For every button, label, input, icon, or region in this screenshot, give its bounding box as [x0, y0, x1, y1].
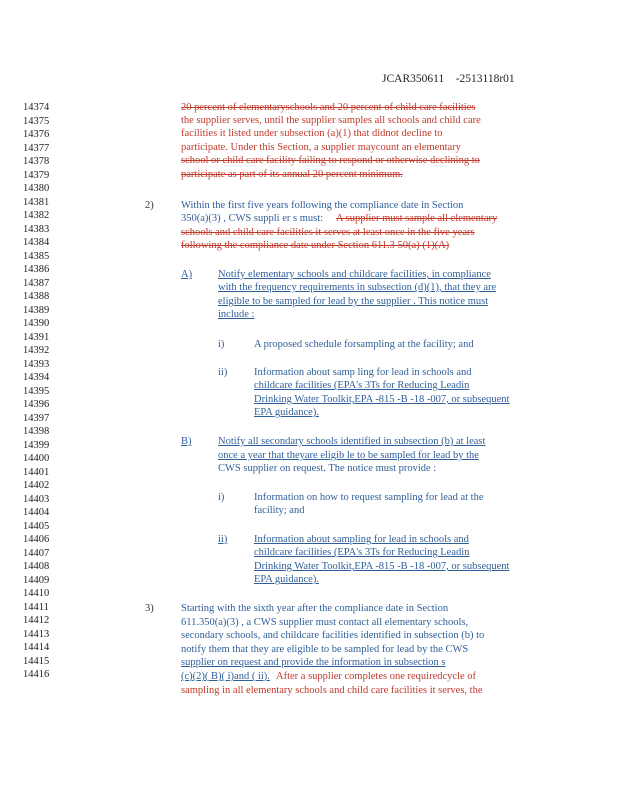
inserted-text-line: facility; and [254, 505, 305, 516]
line-number: 14407 [23, 547, 50, 559]
line-number: 14380 [23, 183, 50, 194]
inserted-text-line: CWS supplier on request. The notice must provide : [218, 463, 437, 474]
deleted-text-line: 20 percent of elementaryschools and 20 percent of child care facilities [181, 102, 476, 113]
line-number: 14403 [23, 493, 50, 505]
item-label: i) [218, 339, 225, 350]
line-number: 14399 [23, 439, 50, 451]
inserted-text-line: Drinking Water Toolkit,EPA -815 -B -18 -007, or subsequent [254, 561, 510, 572]
item-label: ii) [218, 534, 228, 545]
line-number: 14409 [23, 574, 50, 586]
deleted-text-line: following the compliance date under Section 611.3 50(a) (1)(A) [181, 240, 450, 251]
deleted-text-line: A supplier must sample all elementary [336, 213, 498, 224]
inserted-text-line: (c)(2)( B)( i)and ( ii). [181, 671, 270, 682]
line-number: 14402 [23, 480, 50, 491]
inserted-text-line: Starting with the sixth year after the compliance date in Section [181, 603, 449, 614]
item-label: A) [181, 269, 193, 280]
line-number: 14410 [23, 588, 50, 599]
line-number: 14396 [23, 399, 50, 410]
line-number: 14381 [23, 196, 50, 208]
item-number: 3) [145, 603, 154, 614]
line-number: 14374 [23, 102, 50, 113]
inserted-text-line: Notify all secondary schools identified in subsection (b) at least [218, 436, 486, 447]
inserted-text-line: childcare facilities (EPA's 3Ts for Reducing Leadin [254, 547, 470, 558]
inserted-text-line: secondary schools, and childcare facilities identified in subsection (b) to [181, 630, 485, 641]
inserted-text-line: 611.350(a)(3) , a CWS supplier must contact all elementary schools, [181, 617, 469, 628]
inserted-text-line: 350(a)(3) , CWS suppli er s must: [181, 213, 324, 224]
line-number: 14404 [23, 507, 50, 518]
line-number: 14389 [23, 304, 50, 316]
line-number: 14408 [23, 561, 50, 572]
line-number: 14378 [23, 156, 50, 167]
line-number: 14415 [23, 655, 50, 667]
line-number: 14414 [23, 642, 50, 653]
line-number: 14406 [23, 534, 50, 545]
inserted-text-line: EPA guidance). [254, 574, 319, 585]
line-number: 14376 [23, 129, 50, 140]
text-line: sampling in all elementary schools and child care facilities it serves, the [181, 685, 483, 696]
inserted-text-line: Drinking Water Toolkit,EPA -815 -B -18 -007, or subsequent [254, 394, 510, 405]
line-number: 14386 [23, 264, 50, 275]
inserted-text-line: Information about sampling for lead in schools and [254, 534, 469, 545]
deleted-text-line: school or child care facility failing to respond or otherwise declining to [181, 155, 480, 166]
inserted-text-line: childcare facilities (EPA's 3Ts for Reducing Leadin [254, 380, 470, 391]
line-number: 14387 [23, 277, 50, 289]
deleted-text-line: schools and child care facilities it serves at least once in the five years [181, 227, 475, 238]
line-number: 14391 [23, 331, 50, 343]
inserted-text-line: once a year that theyare eligib le to be sampled for lead by the [218, 450, 479, 461]
line-number: 14388 [23, 291, 50, 302]
line-number: 14411 [23, 601, 49, 613]
inserted-text-line: Within the first five years following the compliance date in Section [181, 200, 464, 211]
inserted-text-line: supplier on request and provide the information in subsection s [181, 657, 446, 668]
line-number: 14392 [23, 345, 50, 356]
inserted-text-line: with the frequency requirements in subsection (d)(1), that they are [218, 282, 497, 293]
item-label: B) [181, 436, 192, 447]
line-number: 14382 [23, 210, 50, 221]
inserted-text-line: include : [218, 309, 255, 320]
line-number: 14405 [23, 520, 50, 532]
line-number: 14413 [23, 628, 50, 640]
line-number: 14394 [23, 372, 50, 383]
deleted-text-line: participate as part of its annual 20 percent minimum. [181, 169, 403, 180]
line-number: 14401 [23, 466, 50, 478]
text-line: the supplier serves, until the supplier samples all schools and child care [181, 115, 481, 126]
line-number: 14377 [23, 142, 50, 154]
item-label: ii) [218, 367, 228, 378]
inserted-text-line: A proposed schedule forsampling at the facility; and [254, 339, 474, 350]
inserted-text-line: notify them that they are eligible to be sampled for lead by the CWS [181, 644, 469, 655]
line-number: 14395 [23, 385, 50, 397]
item-label: i) [218, 492, 225, 503]
line-number: 14393 [23, 358, 50, 370]
inserted-text-line: EPA guidance). [254, 407, 319, 418]
line-number: 14398 [23, 426, 50, 437]
line-number: 14375 [23, 115, 50, 127]
text-line: participate. Under this Section, a supplier maycount an elementary [181, 142, 461, 153]
inserted-text-line: Information about samp ling for lead in schools and [254, 367, 472, 378]
text-line: facilities it listed under subsection (a)(1) that didnot decline to [181, 128, 443, 139]
line-number: 14412 [23, 615, 50, 626]
item-number: 2) [145, 200, 154, 211]
line-number: 14383 [23, 223, 50, 235]
inserted-text-line: eligible to be sampled for lead by the supplier . This notice must [218, 296, 489, 307]
document-header: JCAR350611 -2513118r01 [382, 73, 515, 85]
line-number: 14416 [23, 669, 50, 680]
line-number: 14390 [23, 318, 50, 329]
line-number: 14379 [23, 169, 50, 181]
inserted-text-line: Information on how to request sampling for lead at the [254, 492, 484, 503]
line-number: 14385 [23, 250, 50, 262]
line-number: 14400 [23, 453, 50, 464]
line-number: 14384 [23, 237, 50, 248]
text-line: After a supplier completes one requiredcycle of [276, 671, 476, 682]
line-number: 14397 [23, 412, 50, 424]
inserted-text-line: Notify elementary schools and childcare facilities, in compliance [218, 269, 491, 280]
